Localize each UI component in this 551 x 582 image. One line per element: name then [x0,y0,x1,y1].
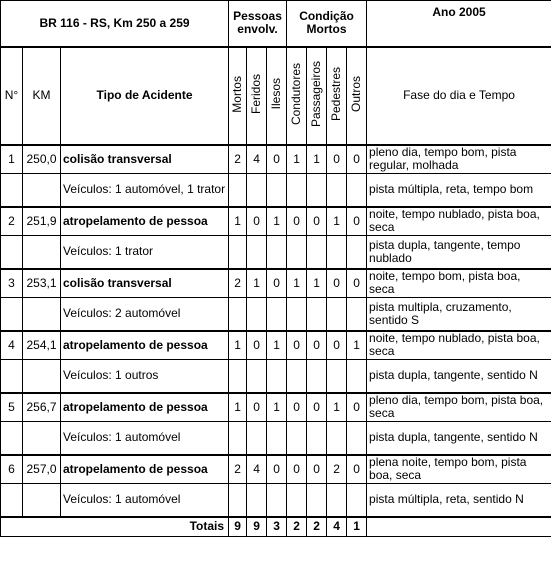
accident-phase-weather: pleno dia, tempo bom, pista regular, molhada [367,145,551,174]
detail-empty-num [1,484,23,517]
detail-empty-passageiros [307,422,327,455]
detail-empty-condutores [287,484,307,517]
count-outros: 0 [347,145,367,174]
accident-road: pista dupla, tangente, tempo nublado [367,236,551,269]
detail-empty-km [23,360,61,393]
detail-empty-outros [347,298,367,331]
accident-detail-row [1,298,551,331]
accident-type: atropelamento de pessoa [61,393,229,422]
detail-empty-outros [347,236,367,269]
accident-phase-weather: pleno dia, tempo bom, pista boa, seca [367,393,551,422]
detail-empty-passageiros [307,484,327,517]
accident-detail-row [1,484,551,517]
accident-km: 250,0 [23,145,61,174]
detail-empty-num [1,422,23,455]
detail-empty-ilesos [267,298,287,331]
count-passageiros: 1 [307,145,327,174]
group-condicao-header: Condição Mortos [287,1,367,47]
count-mortos: 2 [229,455,247,484]
col-num-header: N° [1,47,23,145]
accident-road: pista múltipla, reta, tempo bom [367,174,551,207]
count-pedestres: 1 [327,207,347,236]
totals-empty-cell [367,517,551,537]
accident-row [1,393,551,422]
count-outros: 0 [347,455,367,484]
count-outros: 1 [347,331,367,360]
detail-empty-feridos [247,360,267,393]
accident-vehicles: Veículos: 1 trator [61,236,229,269]
year-header: Ano 2005 [367,1,551,47]
accident-km: 253,1 [23,269,61,298]
accident-row [1,269,551,298]
detail-empty-condutores [287,422,307,455]
detail-empty-passageiros [307,174,327,207]
accident-row [1,455,551,484]
detail-empty-ilesos [267,422,287,455]
count-ilesos: 1 [267,207,287,236]
accident-km: 257,0 [23,455,61,484]
detail-empty-feridos [247,422,267,455]
detail-empty-num [1,360,23,393]
count-ilesos: 0 [267,145,287,174]
accident-vehicles: Veículos: 1 automóvel [61,484,229,517]
accident-vehicles: Veículos: 1 outros [61,360,229,393]
detail-empty-passageiros [307,298,327,331]
count-ilesos: 1 [267,393,287,422]
count-ilesos: 0 [267,269,287,298]
detail-empty-mortos [229,360,247,393]
accident-number: 1 [1,145,23,174]
count-pedestres: 0 [327,145,347,174]
detail-empty-num [1,236,23,269]
detail-empty-num [1,174,23,207]
total-mortos: 9 [229,517,247,537]
detail-empty-condutores [287,236,307,269]
total-outros: 1 [347,517,367,537]
detail-empty-mortos [229,484,247,517]
accident-type: atropelamento de pessoa [61,455,229,484]
accident-road: pista múltipla, reta, sentido N [367,484,551,517]
total-feridos: 9 [247,517,267,537]
detail-empty-mortos [229,298,247,331]
detail-empty-condutores [287,360,307,393]
detail-empty-passageiros [307,236,327,269]
accident-detail-row [1,422,551,455]
accident-number: 2 [1,207,23,236]
accident-type: atropelamento de pessoa [61,331,229,360]
accident-number: 5 [1,393,23,422]
detail-empty-outros [347,484,367,517]
count-mortos: 1 [229,331,247,360]
detail-empty-feridos [247,236,267,269]
detail-empty-pedestres [327,484,347,517]
accident-number: 6 [1,455,23,484]
detail-empty-pedestres [327,422,347,455]
accident-row [1,331,551,360]
count-passageiros: 0 [307,331,327,360]
count-feridos: 4 [247,145,267,174]
count-condutores: 1 [287,269,307,298]
detail-empty-outros [347,174,367,207]
count-passageiros: 0 [307,207,327,236]
header-row-top [1,1,551,47]
group-pessoas-header: Pessoas envolv. [229,1,287,47]
accident-number: 3 [1,269,23,298]
detail-empty-km [23,236,61,269]
count-feridos: 0 [247,331,267,360]
detail-empty-condutores [287,298,307,331]
detail-empty-km [23,298,61,331]
detail-empty-condutores [287,174,307,207]
col-ilesos-header: Ilesos [267,47,287,145]
col-condutores-header: Condutores [287,47,307,145]
accident-vehicles: Veículos: 2 automóvel [61,298,229,331]
accident-type: atropelamento de pessoa [61,207,229,236]
detail-empty-ilesos [267,360,287,393]
count-mortos: 2 [229,145,247,174]
count-feridos: 0 [247,393,267,422]
count-condutores: 0 [287,393,307,422]
accident-detail-row [1,174,551,207]
total-passageiros: 2 [307,517,327,537]
table-title: BR 116 - RS, Km 250 a 259 [1,1,229,47]
accident-km: 254,1 [23,331,61,360]
totals-label: Totais [1,517,229,537]
count-condutores: 0 [287,455,307,484]
detail-empty-num [1,298,23,331]
detail-empty-pedestres [327,298,347,331]
accident-km: 256,7 [23,393,61,422]
detail-empty-pedestres [327,174,347,207]
total-condutores: 2 [287,517,307,537]
count-pedestres: 0 [327,331,347,360]
detail-empty-km [23,174,61,207]
count-passageiros: 1 [307,269,327,298]
detail-empty-mortos [229,236,247,269]
accident-road: pista multipla, cruzamento, sentido S [367,298,551,331]
detail-empty-ilesos [267,236,287,269]
total-ilesos: 3 [267,517,287,537]
detail-empty-mortos [229,174,247,207]
count-feridos: 1 [247,269,267,298]
detail-empty-pedestres [327,360,347,393]
count-mortos: 1 [229,207,247,236]
detail-empty-feridos [247,174,267,207]
count-condutores: 0 [287,207,307,236]
count-passageiros: 0 [307,455,327,484]
count-pedestres: 0 [327,269,347,298]
accident-vehicles: Veículos: 1 automóvel, 1 trator [61,174,229,207]
accident-road: pista dupla, tangente, sentido N [367,422,551,455]
accident-detail-row [1,360,551,393]
accident-row [1,145,551,174]
col-mortos-header: Mortos [229,47,247,145]
detail-empty-km [23,422,61,455]
accident-row [1,207,551,236]
count-outros: 0 [347,269,367,298]
detail-empty-ilesos [267,174,287,207]
count-outros: 0 [347,393,367,422]
count-outros: 0 [347,207,367,236]
header-row-columns [1,47,551,145]
count-pedestres: 1 [327,393,347,422]
count-pedestres: 2 [327,455,347,484]
col-feridos-header: Feridos [247,47,267,145]
detail-empty-pedestres [327,236,347,269]
accident-type: colisão transversal [61,269,229,298]
count-mortos: 1 [229,393,247,422]
col-outros-header: Outros [347,47,367,145]
count-feridos: 4 [247,455,267,484]
accident-km: 251,9 [23,207,61,236]
detail-empty-outros [347,422,367,455]
detail-empty-km [23,484,61,517]
count-mortos: 2 [229,269,247,298]
count-condutores: 1 [287,145,307,174]
accident-vehicles: Veículos: 1 automóvel [61,422,229,455]
col-passageiros-header: Passageiros [307,47,327,145]
count-condutores: 0 [287,331,307,360]
count-feridos: 0 [247,207,267,236]
accident-detail-row [1,236,551,269]
totals-row [1,517,551,537]
col-km-header: KM [23,47,61,145]
accident-phase-weather: noite, tempo nublado, pista boa, seca [367,207,551,236]
detail-empty-mortos [229,422,247,455]
detail-empty-ilesos [267,484,287,517]
accident-phase-weather: plena noite, tempo bom, pista boa, seca [367,455,551,484]
detail-empty-passageiros [307,360,327,393]
accident-type: colisão transversal [61,145,229,174]
count-ilesos: 0 [267,455,287,484]
detail-empty-outros [347,360,367,393]
count-ilesos: 1 [267,331,287,360]
accident-road: pista dupla, tangente, sentido N [367,360,551,393]
accident-number: 4 [1,331,23,360]
col-fase-header: Fase do dia e Tempo [367,47,551,145]
detail-empty-feridos [247,298,267,331]
accident-phase-weather: noite, tempo nublado, pista boa, seca [367,331,551,360]
detail-empty-feridos [247,484,267,517]
col-pedestres-header: Pedestres [327,47,347,145]
col-tipo-header: Tipo de Acidente [61,47,229,145]
accident-phase-weather: noite, tempo bom, pista boa, seca [367,269,551,298]
total-pedestres: 4 [327,517,347,537]
count-passageiros: 0 [307,393,327,422]
